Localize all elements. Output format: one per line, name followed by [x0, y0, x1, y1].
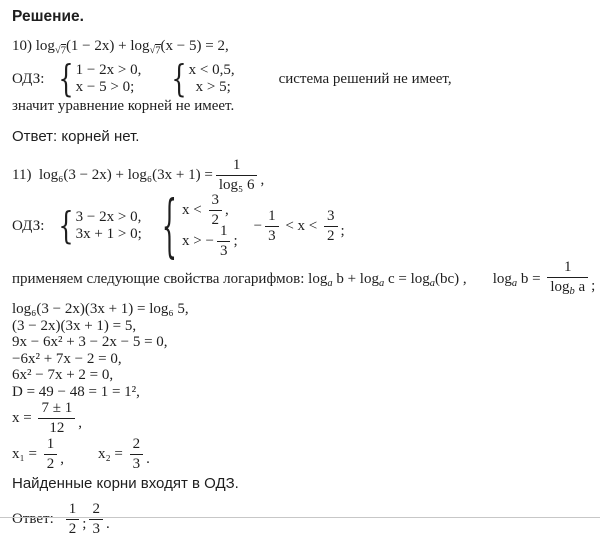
denominator: 2: [66, 519, 80, 537]
odz11-system-1: [58, 204, 142, 248]
numerator: 3: [327, 207, 335, 224]
sqrt-symbol: √: [149, 45, 156, 56]
solution-title: Решение.: [12, 8, 84, 25]
numerator: 2: [92, 501, 100, 517]
rule-text: (bc) ,: [435, 270, 467, 287]
numerator: 1: [268, 207, 276, 224]
odz11-range: [254, 209, 345, 244]
period: .: [105, 516, 110, 532]
log-text: log: [308, 270, 328, 287]
denominator: [547, 277, 588, 299]
root2-label: x₂ =: [97, 446, 127, 462]
odz10-system-1: [58, 57, 142, 101]
log-base-a: a: [429, 277, 436, 289]
rule-text: a: [574, 279, 586, 295]
eq11-line: [12, 157, 592, 193]
numerator: 2: [132, 436, 141, 452]
numerator: 1: [68, 501, 77, 517]
radicand-1: 7: [60, 45, 66, 56]
radicand-2: 7: [155, 45, 161, 56]
step-line: D = 49 − 48 = 1 = 1²,: [12, 383, 140, 400]
numerator: 1: [232, 156, 241, 173]
minus-sign: −: [253, 217, 263, 234]
fraction: [547, 260, 588, 299]
comma: ,: [60, 451, 64, 467]
comma: ,: [225, 202, 229, 218]
denominator: 3: [217, 241, 231, 259]
odz11-system-2: [161, 186, 238, 266]
log-base-a: a: [378, 277, 385, 289]
step-line: log₆(3 − 2x)(3x + 1) = log₆ 5,: [12, 301, 189, 317]
log-properties-row: [12, 259, 596, 299]
roots-row: [12, 437, 592, 472]
log-base-a: a: [511, 277, 518, 289]
roots-odz-note: Найденные корни входят в ОДЗ.: [12, 475, 239, 492]
denominator: 3: [265, 226, 279, 244]
odz10-system-2: [171, 57, 235, 101]
properties-intro: применяем следующие свойства логарифмов:: [12, 271, 309, 287]
eq10-sub-sqrt7-1: [55, 44, 66, 57]
eq11-pre: 11) log₆(3 − 2x) + log₆(3x + 1) =: [12, 166, 213, 183]
denominator: 3: [130, 454, 144, 472]
step-line: (3 − 2x)(3x + 1) = 5,: [12, 317, 137, 334]
fraction: [89, 502, 103, 537]
denominator: 3: [89, 519, 103, 537]
left-brace: {: [58, 57, 74, 101]
rule-text: b =: [517, 270, 545, 287]
fraction: [324, 209, 338, 244]
semicolon: ;: [591, 278, 596, 294]
fraction: [217, 224, 231, 259]
answer-10: Ответ: корней нет.: [12, 128, 140, 145]
page-bottom-divider: [0, 517, 600, 518]
odz11-row: [12, 186, 592, 266]
odz10-row: [12, 57, 592, 101]
odz11-system-2-lines: [182, 192, 238, 259]
inequality: 1 − 2x > 0,: [75, 62, 142, 78]
inequality-pre: x <: [182, 202, 206, 218]
inequality-with-fraction: [182, 192, 238, 228]
root1-label: x₁ =: [12, 446, 41, 462]
property-rule-2: [493, 260, 596, 299]
denominator: log₅ 6: [216, 175, 258, 193]
odz11-label: ОДЗ:: [12, 217, 45, 234]
log-text: log: [492, 270, 512, 287]
range-mid: < x <: [281, 217, 322, 234]
eq10-mid: (1 − 2x) + log: [65, 38, 150, 54]
rule-text: b + log: [332, 270, 379, 287]
odz10-system-1-lines: [76, 62, 142, 96]
numerator: 7 ± 1: [41, 400, 73, 416]
property-rule-1: [308, 271, 467, 289]
rule2-left: [493, 271, 545, 289]
sqrt-symbol: √: [54, 45, 61, 56]
eq10-post: (x − 5) = 2,: [160, 38, 229, 54]
semicolon: ;: [233, 233, 238, 249]
eq10-conclusion: значит уравнение корней не имеет.: [12, 98, 235, 114]
odz10-label: ОДЗ:: [12, 70, 45, 87]
fraction: [130, 437, 144, 472]
odz10-system-2-lines: [189, 62, 235, 96]
inequality-pre: x > −: [182, 233, 214, 249]
numerator: 1: [564, 259, 572, 275]
eq10-pre: 10) log: [12, 38, 55, 54]
numerator: 1: [46, 436, 55, 452]
step-line: −6x² + 7x − 2 = 0,: [12, 350, 122, 367]
fraction: [216, 158, 258, 193]
semicolon: ;: [82, 516, 87, 532]
denominator: 2: [324, 226, 338, 244]
x-formula-row: [12, 401, 592, 436]
inequality: 3x + 1 > 0;: [75, 226, 142, 242]
period: .: [146, 451, 150, 467]
numerator: 1: [219, 223, 228, 239]
answer-label: Ответ:: [12, 511, 54, 527]
denominator: 2: [209, 210, 223, 228]
numerator: 3: [211, 192, 219, 208]
left-brace: {: [161, 186, 178, 266]
inequality: 3 − 2x > 0,: [75, 209, 142, 225]
log-text: log: [550, 279, 570, 295]
semicolon: ;: [340, 222, 345, 239]
x-equals: x =: [12, 410, 36, 426]
inequality: x < 0,5,: [188, 62, 235, 78]
left-brace: {: [58, 204, 74, 248]
fraction: [66, 502, 80, 537]
derivation-steps: [12, 301, 592, 400]
answer-11-row: [12, 502, 592, 537]
inequality: x − 5 > 0;: [75, 79, 135, 95]
rule-text: c = log: [384, 270, 430, 287]
odz11-system-1-lines: [76, 209, 142, 243]
fraction: [265, 209, 279, 244]
eq10-line: [12, 37, 592, 60]
odz10-note-side: система решений не имеет,: [278, 70, 452, 87]
left-brace: {: [171, 57, 187, 101]
step-line: 6x² − 7x + 2 = 0,: [12, 367, 114, 383]
fraction: [44, 437, 58, 472]
log-base-b: b: [569, 286, 575, 297]
comma: ,: [260, 172, 265, 188]
denominator: 2: [44, 454, 58, 472]
inequality-with-fraction: [182, 223, 238, 259]
denominator: 12: [38, 418, 75, 436]
comma: ,: [78, 415, 82, 431]
step-line: 9x − 6x² + 3 − 2x − 5 = 0,: [12, 334, 168, 350]
log-base-a: a: [327, 277, 333, 289]
fraction: [38, 401, 75, 436]
inequality: x > 5;: [195, 79, 231, 95]
eq10-sub-sqrt7-2: [150, 44, 161, 57]
